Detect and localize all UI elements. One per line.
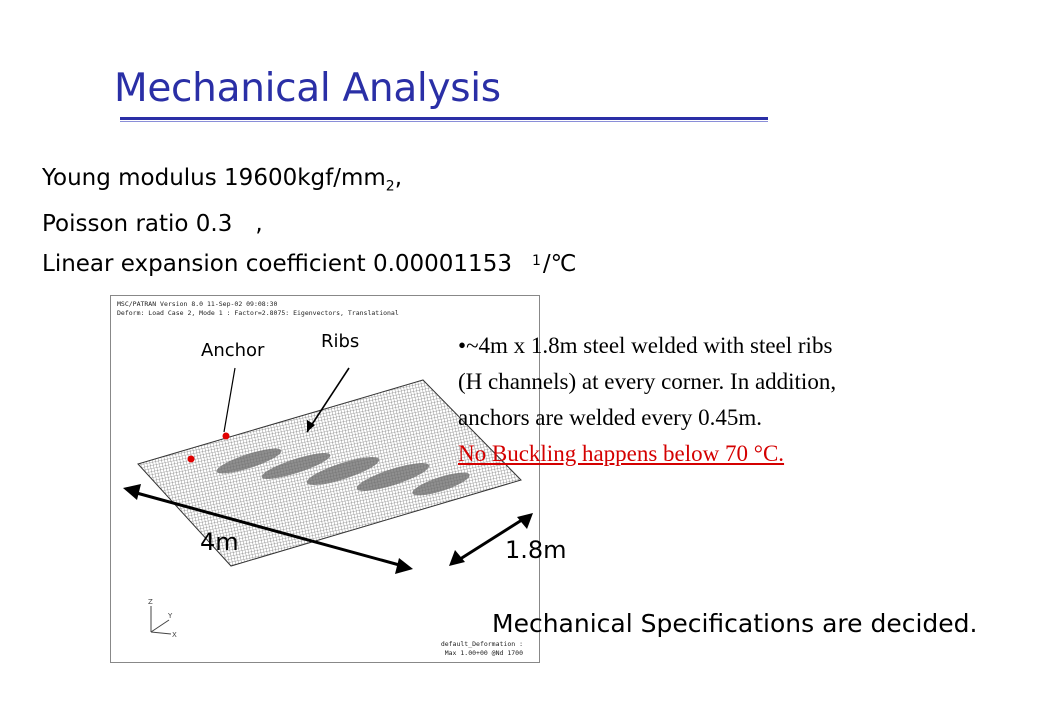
description-line1 bbox=[458, 328, 1018, 364]
title-underline-shadow bbox=[120, 121, 768, 122]
expansion-unit-numerator: 1 bbox=[531, 252, 541, 269]
axis-z-label: Z bbox=[148, 598, 153, 606]
ribs-label: Ribs bbox=[321, 331, 360, 352]
anchor-dot bbox=[188, 456, 195, 463]
title-underline bbox=[120, 117, 768, 120]
young-modulus-exponent: 2 bbox=[385, 178, 395, 195]
buckling-statement bbox=[458, 436, 1018, 472]
axis-triad bbox=[148, 598, 177, 639]
conclusion: Mechanical Specifications are decided. bbox=[492, 609, 978, 638]
figure-footer-line2: Max 1.00+00 @Nd 1700 bbox=[444, 649, 523, 657]
axis-y-label: Y bbox=[168, 612, 173, 620]
material-properties bbox=[42, 160, 576, 283]
anchor-dot bbox=[223, 433, 230, 440]
length-label: 4m bbox=[200, 528, 239, 556]
anchor-pointer bbox=[224, 368, 235, 432]
expansion-unit-denominator: /℃ bbox=[542, 250, 577, 277]
description bbox=[458, 328, 1018, 472]
figure-footer-line1: default_Deformation : bbox=[440, 640, 523, 648]
description-line1-text: ~4m x 1.8m steel welded with steel ribs bbox=[466, 333, 833, 358]
description-line3: anchors are welded every 0.45m. bbox=[458, 405, 762, 430]
figure-header-line1: MSC/PATRAN Version 8.0 11-Sep-02 09:08:30 bbox=[117, 300, 278, 308]
slide-title: Mechanical Analysis bbox=[114, 66, 501, 111]
axis-x-label: X bbox=[172, 631, 177, 639]
expansion-coefficient bbox=[42, 243, 576, 283]
bullet: • bbox=[458, 333, 467, 358]
expansion-coefficient-text: Linear expansion coefficient 0.00001153 bbox=[42, 250, 512, 277]
young-modulus-text: Young modulus 19600kgf/mm bbox=[42, 165, 386, 191]
buckling-statement-text: No Buckling happens below 70 °C. bbox=[458, 441, 785, 466]
description-line2: (H channels) at every corner. In addition, bbox=[458, 369, 837, 394]
figure-header-line2: Deform: Load Case 2, Mode 1 : Factor=2.8075: Eigenvectors, Translational bbox=[117, 309, 399, 317]
poisson-ratio: Poisson ratio 0.3 , bbox=[42, 210, 263, 237]
young-modulus bbox=[42, 160, 576, 206]
width-label: 1.8m bbox=[505, 536, 567, 564]
figure-footer bbox=[441, 640, 523, 658]
young-modulus-comma: , bbox=[394, 165, 403, 191]
expansion-unit bbox=[532, 251, 577, 277]
anchor-label: Anchor bbox=[201, 340, 265, 361]
